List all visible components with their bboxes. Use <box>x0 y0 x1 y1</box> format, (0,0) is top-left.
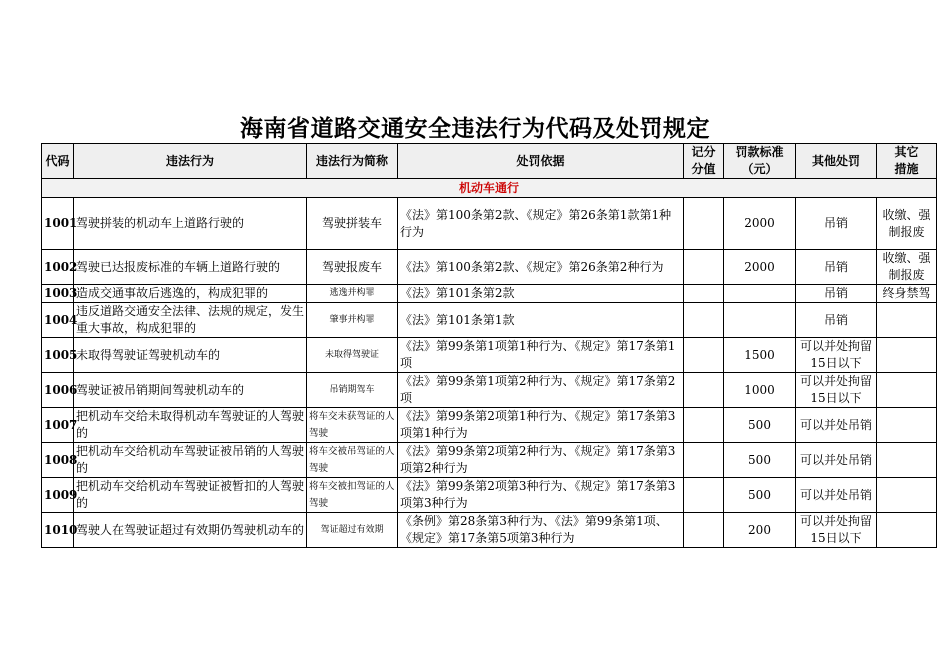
cell-points <box>684 303 724 338</box>
cell-measures <box>877 443 937 478</box>
cell-code: 1006 <box>42 373 74 408</box>
cell-basis: 《法》第101条第1款 <box>398 303 684 338</box>
cell-measures: 收缴、强制报废 <box>877 250 937 285</box>
cell-points <box>684 408 724 443</box>
table-row <box>42 478 937 513</box>
table-row <box>42 513 937 548</box>
cell-measures <box>877 303 937 338</box>
header-basis: 处罚依据 <box>398 144 684 179</box>
table-row <box>42 303 937 338</box>
cell-other: 吊销 <box>796 250 877 285</box>
cell-basis: 《法》第99条第1项第1种行为、《规定》第17条第1项 <box>398 338 684 373</box>
cell-other: 可以并处拘留15日以下 <box>796 338 877 373</box>
section-row <box>42 179 937 198</box>
table-row <box>42 408 937 443</box>
cell-measures: 终身禁驾 <box>877 285 937 303</box>
cell-fine: 500 <box>724 408 796 443</box>
table-row <box>42 250 937 285</box>
table-row <box>42 338 937 373</box>
cell-measures <box>877 338 937 373</box>
cell-basis: 《法》第101条第2款 <box>398 285 684 303</box>
cell-code: 1002 <box>42 250 74 285</box>
cell-behavior: 造成交通事故后逃逸的，构成犯罪的 <box>74 285 307 303</box>
cell-short: 将车交被扣驾证的人驾驶 <box>307 478 398 513</box>
header-fine-line1: 罚款标准 <box>735 145 784 159</box>
table-row <box>42 373 937 408</box>
cell-basis: 《条例》第28条第3种行为、《法》第99条第1项、《规定》第17条第5项第3种行为 <box>398 513 684 548</box>
header-points <box>684 144 724 179</box>
cell-behavior: 把机动车交给未取得机动车驾驶证的人驾驶的 <box>74 408 307 443</box>
cell-code: 1010 <box>42 513 74 548</box>
header-measures <box>877 144 937 179</box>
cell-fine: 1500 <box>724 338 796 373</box>
cell-points <box>684 478 724 513</box>
cell-fine: 500 <box>724 478 796 513</box>
cell-behavior: 驾驶拼装的机动车上道路行驶的 <box>74 198 307 250</box>
cell-short: 未取得驾驶证 <box>307 338 398 373</box>
cell-fine: 2000 <box>724 198 796 250</box>
violation-table <box>41 143 937 548</box>
header-behavior: 违法行为 <box>74 144 307 179</box>
cell-measures <box>877 408 937 443</box>
header-points-line2: 分值 <box>691 162 716 176</box>
header-measures-line1: 其它 <box>894 145 919 159</box>
cell-behavior: 驾驶人在驾驶证超过有效期仍驾驶机动车的 <box>74 513 307 548</box>
cell-fine: 1000 <box>724 373 796 408</box>
cell-fine <box>724 303 796 338</box>
cell-code: 1003 <box>42 285 74 303</box>
cell-short: 将车交被吊驾证的人驾驶 <box>307 443 398 478</box>
cell-measures <box>877 478 937 513</box>
page-title: 海南省道路交通安全违法行为代码及处罚规定 <box>240 116 710 142</box>
header-fine-line2: （元） <box>741 162 778 176</box>
cell-basis: 《法》第99条第2项第1种行为、《规定》第17条第3项第1种行为 <box>398 408 684 443</box>
cell-points <box>684 198 724 250</box>
table-row <box>42 443 937 478</box>
cell-fine <box>724 285 796 303</box>
cell-points <box>684 373 724 408</box>
cell-basis: 《法》第99条第2项第2种行为、《规定》第17条第3项第2种行为 <box>398 443 684 478</box>
cell-fine: 2000 <box>724 250 796 285</box>
cell-basis: 《法》第100条第2款、《规定》第26条第2种行为 <box>398 250 684 285</box>
table-row <box>42 285 937 303</box>
cell-points <box>684 443 724 478</box>
cell-fine: 200 <box>724 513 796 548</box>
cell-other: 可以并处吊销 <box>796 478 877 513</box>
cell-behavior: 驾驶证被吊销期间驾驶机动车的 <box>74 373 307 408</box>
header-fine <box>724 144 796 179</box>
cell-basis: 《法》第99条第2项第3种行为、《规定》第17条第3项第3种行为 <box>398 478 684 513</box>
cell-code: 1008 <box>42 443 74 478</box>
cell-other: 可以并处吊销 <box>796 408 877 443</box>
cell-code: 1007 <box>42 408 74 443</box>
cell-fine: 500 <box>724 443 796 478</box>
cell-short: 驾驶拼装车 <box>307 198 398 250</box>
cell-code: 1009 <box>42 478 74 513</box>
cell-other: 吊销 <box>796 303 877 338</box>
cell-behavior: 把机动车交给机动车驾驶证被吊销的人驾驶的 <box>74 443 307 478</box>
cell-measures <box>877 373 937 408</box>
cell-short: 肇事并构罪 <box>307 303 398 338</box>
cell-short: 将车交未获驾证的人驾驶 <box>307 408 398 443</box>
cell-short: 吊销期驾车 <box>307 373 398 408</box>
cell-basis: 《法》第99条第1项第2种行为、《规定》第17条第2项 <box>398 373 684 408</box>
cell-measures <box>877 513 937 548</box>
section-title: 机动车通行 <box>42 179 937 198</box>
header-short: 违法行为简称 <box>307 144 398 179</box>
cell-code: 1004 <box>42 303 74 338</box>
cell-other: 可以并处吊销 <box>796 443 877 478</box>
header-other: 其他处罚 <box>796 144 877 179</box>
header-measures-line2: 措施 <box>894 162 919 176</box>
cell-short: 逃逸并构罪 <box>307 285 398 303</box>
cell-other: 可以并处拘留15日以下 <box>796 373 877 408</box>
cell-behavior: 把机动车交给机动车驾驶证被暂扣的人驾驶的 <box>74 478 307 513</box>
cell-short: 驾证超过有效期 <box>307 513 398 548</box>
cell-measures: 收缴、强制报废 <box>877 198 937 250</box>
cell-points <box>684 250 724 285</box>
cell-other: 吊销 <box>796 198 877 250</box>
table-header-row <box>42 144 937 179</box>
cell-other: 吊销 <box>796 285 877 303</box>
cell-code: 1005 <box>42 338 74 373</box>
header-code: 代码 <box>42 144 74 179</box>
cell-basis: 《法》第100条第2款、《规定》第26条第1款第1种行为 <box>398 198 684 250</box>
header-points-line1: 记分 <box>691 145 716 159</box>
cell-points <box>684 338 724 373</box>
table-row <box>42 198 937 250</box>
cell-behavior: 驾驶已达报废标准的车辆上道路行驶的 <box>74 250 307 285</box>
cell-points <box>684 285 724 303</box>
cell-short: 驾驶报废车 <box>307 250 398 285</box>
cell-behavior: 违反道路交通安全法律、法规的规定，发生重大事故，构成犯罪的 <box>74 303 307 338</box>
cell-points <box>684 513 724 548</box>
cell-code: 1001 <box>42 198 74 250</box>
cell-behavior: 未取得驾驶证驾驶机动车的 <box>74 338 307 373</box>
cell-other: 可以并处拘留15日以下 <box>796 513 877 548</box>
